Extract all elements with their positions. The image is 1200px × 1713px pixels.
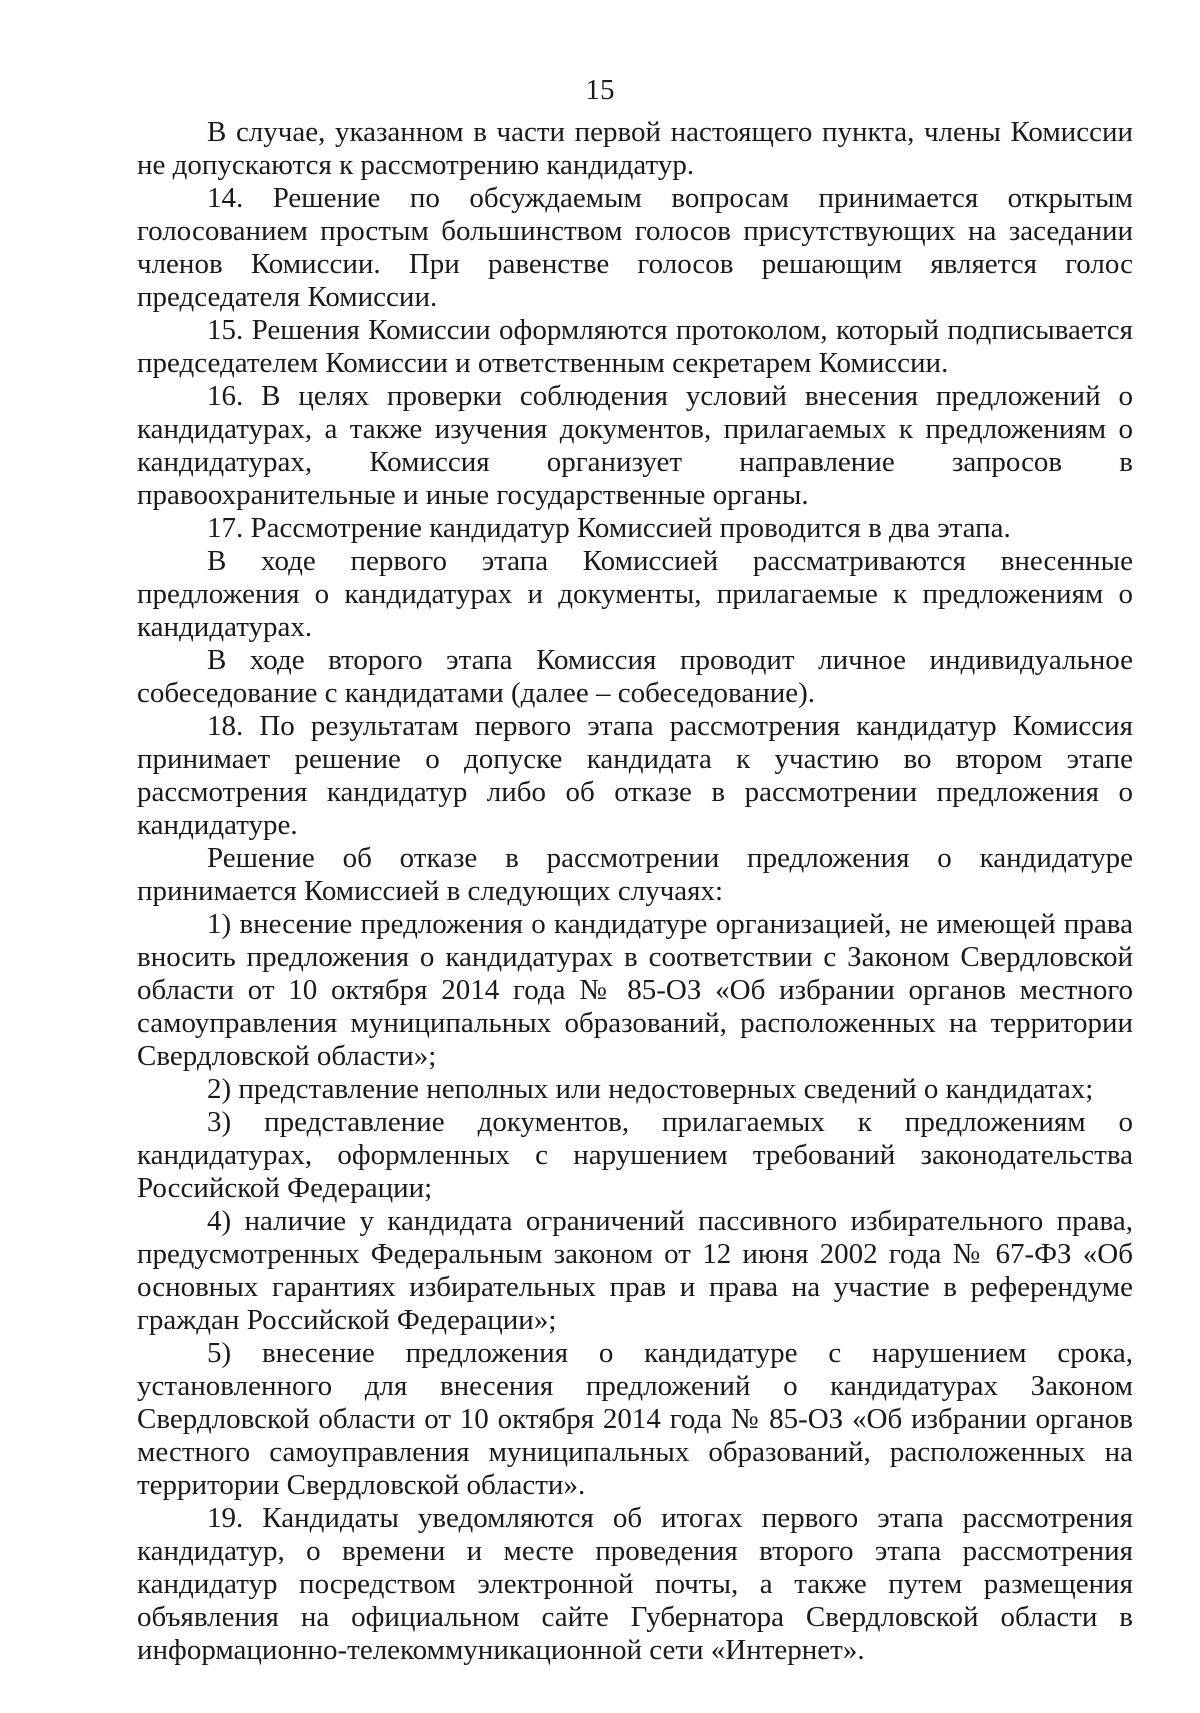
paragraph: 17. Рассмотрение кандидатур Комиссией проводится в два этапа.	[207, 512, 1011, 544]
paragraph: В ходе второго этапа Комиссия проводит личное индивидуальное собеседование с кандидатами (далее – собеседование).	[137, 644, 1133, 709]
list-item: 3) представление документов, прилагаемых к предложениям о кандидатурах, оформленных с нарушением требований законодательства Российской Федерации;	[137, 1106, 1133, 1204]
paragraph: Решение об отказе в рассмотрении предложения о кандидатуре принимается Комиссией в следующих случаях:	[137, 842, 1133, 907]
list-item: 1) внесение предложения о кандидатуре организацией, не имеющей права вносить предложения о кандидатурах в соответствии с Законом Свердловской области от 10 октября 2014 года № 85-ОЗ «Об избрании органов местного самоуправления муниципальных образований, расположенных на территории Свердловской области»;	[137, 908, 1133, 1072]
paragraph: 15. Решения Комиссии оформляются протоколом, который подписывается председателем Комиссии и ответственным секретарем Комиссии.	[137, 314, 1133, 379]
paragraph: 16. В целях проверки соблюдения условий внесения предложений о кандидатурах, а также изучения документов, прилагаемых к предложениям о кандидатурах, Комиссия организует направление запросов в правоохранительные и иные государственные органы.	[137, 380, 1133, 511]
paragraph: 14. Решение по обсуждаемым вопросам принимается открытым голосованием простым большинством голосов присутствующих на заседании членов Комиссии. При равенстве голосов решающим является голос председателя Комиссии.	[137, 182, 1133, 313]
paragraph: В ходе первого этапа Комиссией рассматриваются внесенные предложения о кандидатурах и документы, прилагаемые к предложениям о кандидатурах.	[137, 545, 1133, 643]
paragraph: 18. По результатам первого этапа рассмотрения кандидатур Комиссия принимает решение о допуске кандидата к участию во втором этапе рассмотрения кандидатур либо об отказе в рассмотрении предложения о кандидатуре.	[137, 710, 1133, 841]
list-item: 5) внесение предложения о кандидатуре с нарушением срока, установленного для внесения предложений о кандидатурах Законом Свердловской области от 10 октября 2014 года № 85-ОЗ «Об избрании органов местного самоуправления муниципальных образований, расположенных на территории Свердловской области».	[137, 1337, 1133, 1501]
list-item: 4) наличие у кандидата ограничений пассивного избирательного права, предусмотренных Федеральным законом от 12 июня 2002 года № 67-ФЗ «Об основных гарантиях избирательных прав и права на участие в референдуме граждан Российской Федерации»;	[137, 1205, 1133, 1336]
paragraph: В случае, указанном в части первой настоящего пункта, члены Комиссии не допускаются к рассмотрению кандидатур.	[137, 116, 1133, 181]
page-number: 15	[585, 74, 615, 106]
document-body	[137, 116, 1133, 1667]
list-item: 2) представление неполных или недостоверных сведений о кандидатах;	[207, 1073, 1094, 1105]
paragraph: 19. Кандидаты уведомляются об итогах первого этапа рассмотрения кандидатур, о времени и месте проведения второго этапа рассмотрения кандидатур посредством электронной почты, а также путем размещения объявления на официальном сайте Губернатора Свердловской области в информационно-телекоммуникационной сети «Интернет».	[137, 1502, 1133, 1666]
